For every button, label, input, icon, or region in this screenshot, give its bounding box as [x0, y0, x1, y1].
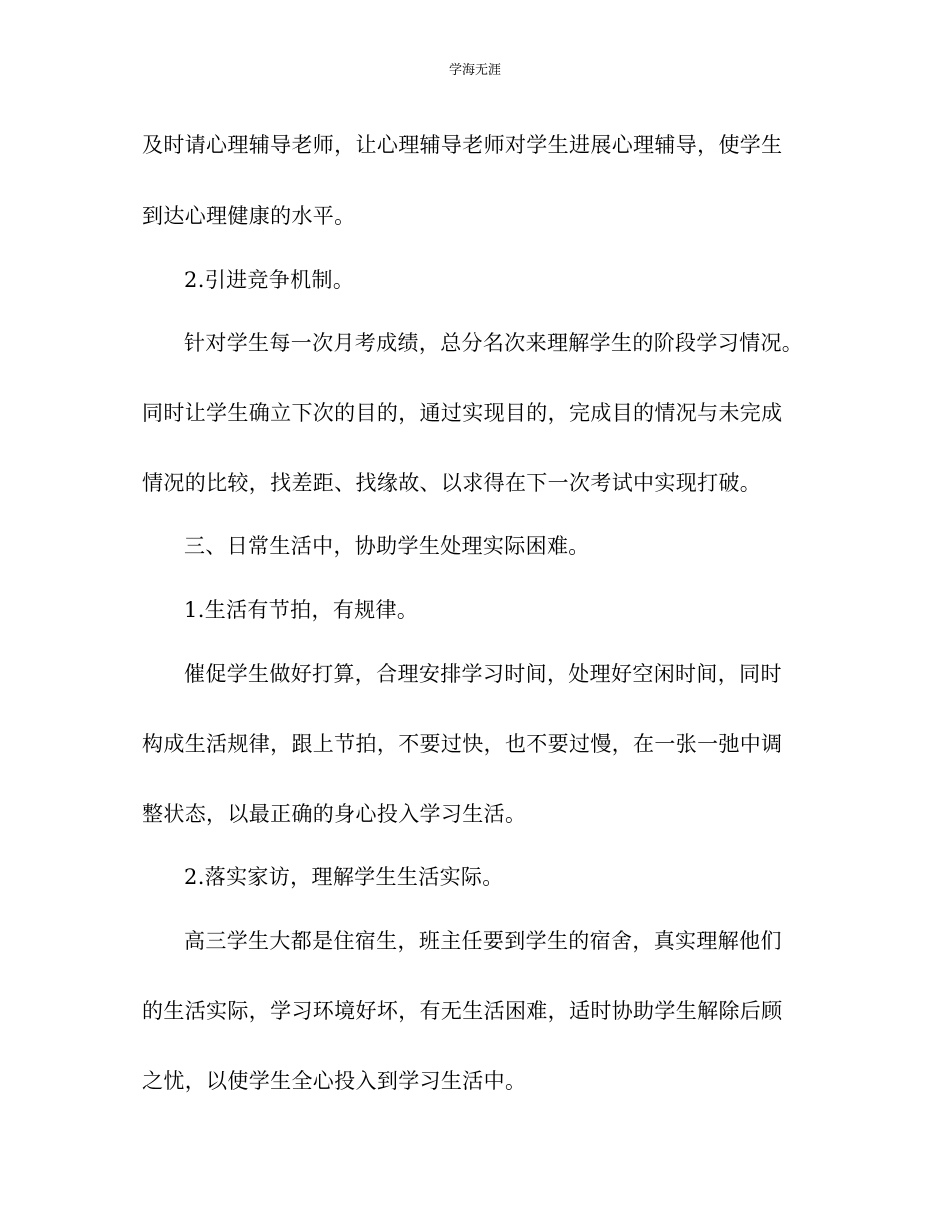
section-heading-three: 三、日常生活中，协助学生处理实际困难。	[184, 534, 590, 558]
sub-heading-home-visit: 2.落实家访，理解学生生活实际。	[184, 865, 504, 889]
body-line-4: 针对学生每一次月考成绩，总分名次来理解学生的阶段学习情况。	[184, 331, 804, 355]
body-line-1: 及时请心理辅导老师，让心理辅导老师对学生进展心理辅导，使学生	[142, 133, 783, 157]
body-line-5: 同时让学生确立下次的目的，通过实现目的，完成目的情况与未完成	[142, 401, 783, 425]
body-line-10: 构成生活规律，跟上节拍，不要过快，也不要过慢，在一张一弛中调	[142, 732, 783, 756]
body-line-9: 催促学生做好打算，合理安排学习时间，处理好空闲时间，同时	[184, 662, 782, 686]
body-line-6: 情况的比较，找差距、找缘故、以求得在下一次考试中实现打破。	[142, 471, 762, 495]
body-line-14: 的生活实际，学习环境好坏，有无生活困难，适时协助学生解除后顾	[142, 999, 783, 1023]
body-line-13: 高三学生大都是住宿生，班主任要到学生的宿舍，真实理解他们	[184, 929, 782, 953]
page-header: 学海无涯	[448, 63, 501, 78]
body-line-11: 整状态，以最正确的身心投入学习生活。	[142, 802, 527, 826]
body-line-15: 之忧，以使学生全心投入到学习生活中。	[142, 1069, 527, 1093]
sub-heading-rhythm: 1.生活有节拍，有规律。	[184, 598, 419, 622]
body-line-2: 到达心理健康的水平。	[142, 204, 356, 228]
sub-heading-competition: 2.引进竞争机制。	[184, 268, 355, 292]
